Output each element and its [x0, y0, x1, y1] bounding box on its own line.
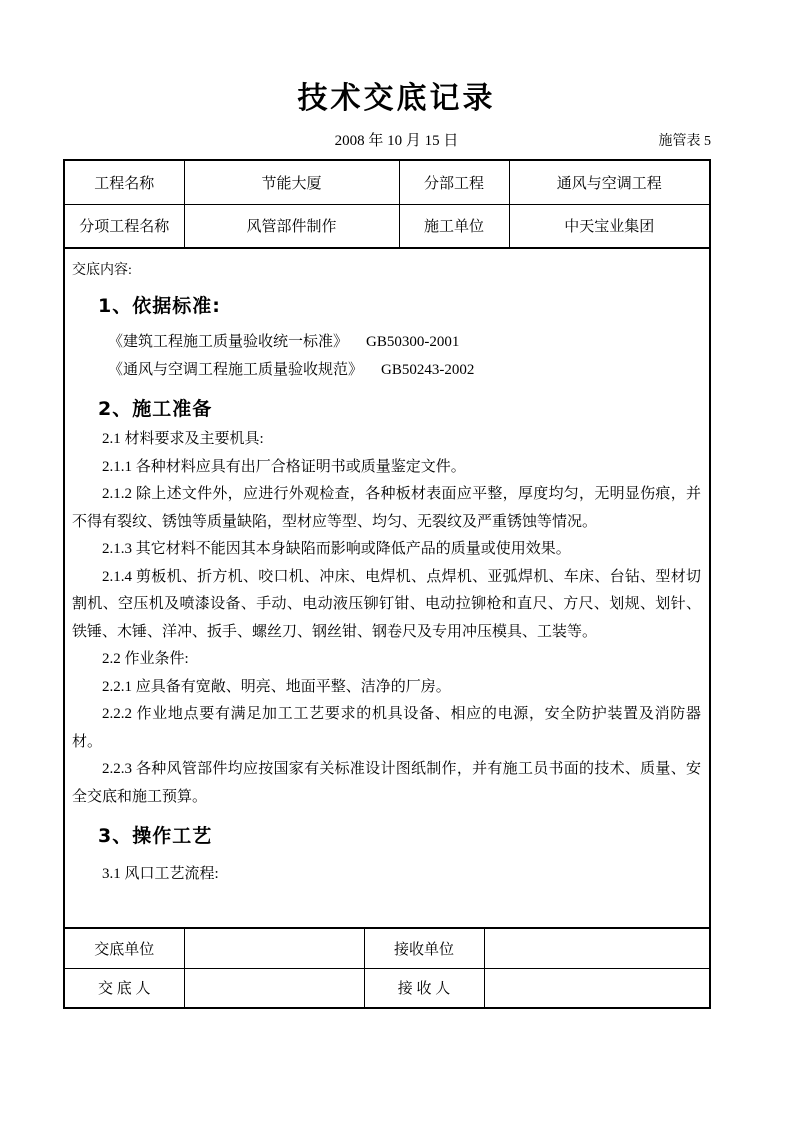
- table-row: [64, 928, 710, 968]
- standard-reference: [72, 356, 701, 384]
- subproject-name-label: 分项工程名称: [64, 204, 184, 248]
- standard-title: 《通风与空调工程施工质量验收规范》: [108, 362, 364, 378]
- procedure-paragraphs: [72, 861, 701, 889]
- info-table-frame: [63, 159, 711, 249]
- document-header: [0, 0, 793, 159]
- standard-title: 《建筑工程施工质量验收统一标准》: [108, 334, 349, 350]
- paragraph-2-2-2: 2.2.2 作业地点要有满足加工工艺要求的机具设备、相应的电源，安全防护装置及消防器材。: [72, 706, 701, 750]
- signature-table-frame: [63, 927, 711, 1009]
- project-info-table: [63, 159, 711, 249]
- section-heading-standards: 1、依据标准:: [98, 295, 221, 317]
- receiving-person-field[interactable]: [484, 968, 710, 1008]
- disclosure-content-box: [63, 247, 711, 929]
- document-date: 2008 年 10 月 15 日: [334, 133, 459, 149]
- table-row: [64, 160, 710, 204]
- paragraph-2-2-1: 2.2.1 应具备有宽敞、明亮、地面平整、洁净的厂房。: [102, 678, 451, 695]
- paragraph-2-1-4: 2.1.4 剪板机、折方机、咬口机、冲床、电焊机、点焊机、亚弧焊机、车床、台钻、型材切割机、空压机及喷漆设备、手动、电动液压铆钉钳、电动拉铆枪和直尺、方尺、划规、划针、铁锤、木锤、洋冲、扳手、螺丝刀、钢丝钳、钢卷尺及专用冲压模具、工装等。: [72, 568, 701, 640]
- table-row: [64, 204, 710, 248]
- paragraph-2-1-1: 2.1.1 各种材料应具有出厂合格证明书或质量鉴定文件。: [102, 458, 466, 475]
- receiving-person-label: 接 收 人: [364, 968, 484, 1008]
- preparation-paragraphs: [72, 426, 701, 811]
- receiving-unit-field[interactable]: [484, 928, 710, 968]
- content-label: 交底内容:: [72, 263, 132, 278]
- section-heading-procedure: 3、操作工艺: [98, 825, 213, 847]
- paragraph-2-1: 2.1 材料要求及主要机具:: [102, 431, 264, 447]
- construction-unit-label: 施工单位: [399, 204, 509, 248]
- standards-list: [72, 328, 701, 384]
- form-code-label: 施管表 5: [658, 134, 711, 149]
- subproject-name-value: 风管部件制作: [184, 204, 399, 248]
- paragraph-2-1-3: 2.1.3 其它材料不能因其本身缺陷而影响或降低产品的质量或使用效果。: [102, 541, 571, 557]
- handover-unit-label: 交底单位: [64, 928, 184, 968]
- division-work-value: 通风与空调工程: [509, 160, 710, 204]
- paragraph-3-1: 3.1 风口工艺流程:: [102, 866, 219, 882]
- standard-code: GB50243-2002: [381, 362, 475, 378]
- standard-reference: [72, 328, 701, 356]
- paragraph-2-2-3: 2.2.3 各种风管部件均应按国家有关标准设计图纸制作，并有施工员书面的技术、质量、安全交底和施工预算。: [72, 761, 701, 805]
- signature-table: [63, 927, 711, 1009]
- handover-unit-field[interactable]: [184, 928, 364, 968]
- paragraph-2-1-2: 2.1.2 除上述文件外，应进行外观检查，各种板材表面应平整，厚度均匀，无明显伤痕，并不得有裂纹、锈蚀等质量缺陷，型材应等型、均匀、无裂纹及严重锈蚀等情况。: [72, 486, 701, 530]
- section-heading-preparation: 2、施工准备: [98, 398, 213, 420]
- division-work-label: 分部工程: [399, 160, 509, 204]
- handover-person-field[interactable]: [184, 968, 364, 1008]
- page-title: 技术交底记录: [297, 81, 496, 116]
- receiving-unit-label: 接收单位: [364, 928, 484, 968]
- paragraph-2-2: 2.2 作业条件:: [102, 651, 189, 667]
- project-name-value: 节能大厦: [184, 160, 399, 204]
- construction-unit-value: 中天宝业集团: [509, 204, 710, 248]
- project-name-label: 工程名称: [64, 160, 184, 204]
- handover-person-label: 交 底 人: [64, 968, 184, 1008]
- table-row: [64, 968, 710, 1008]
- standard-code: GB50300-2001: [366, 334, 460, 350]
